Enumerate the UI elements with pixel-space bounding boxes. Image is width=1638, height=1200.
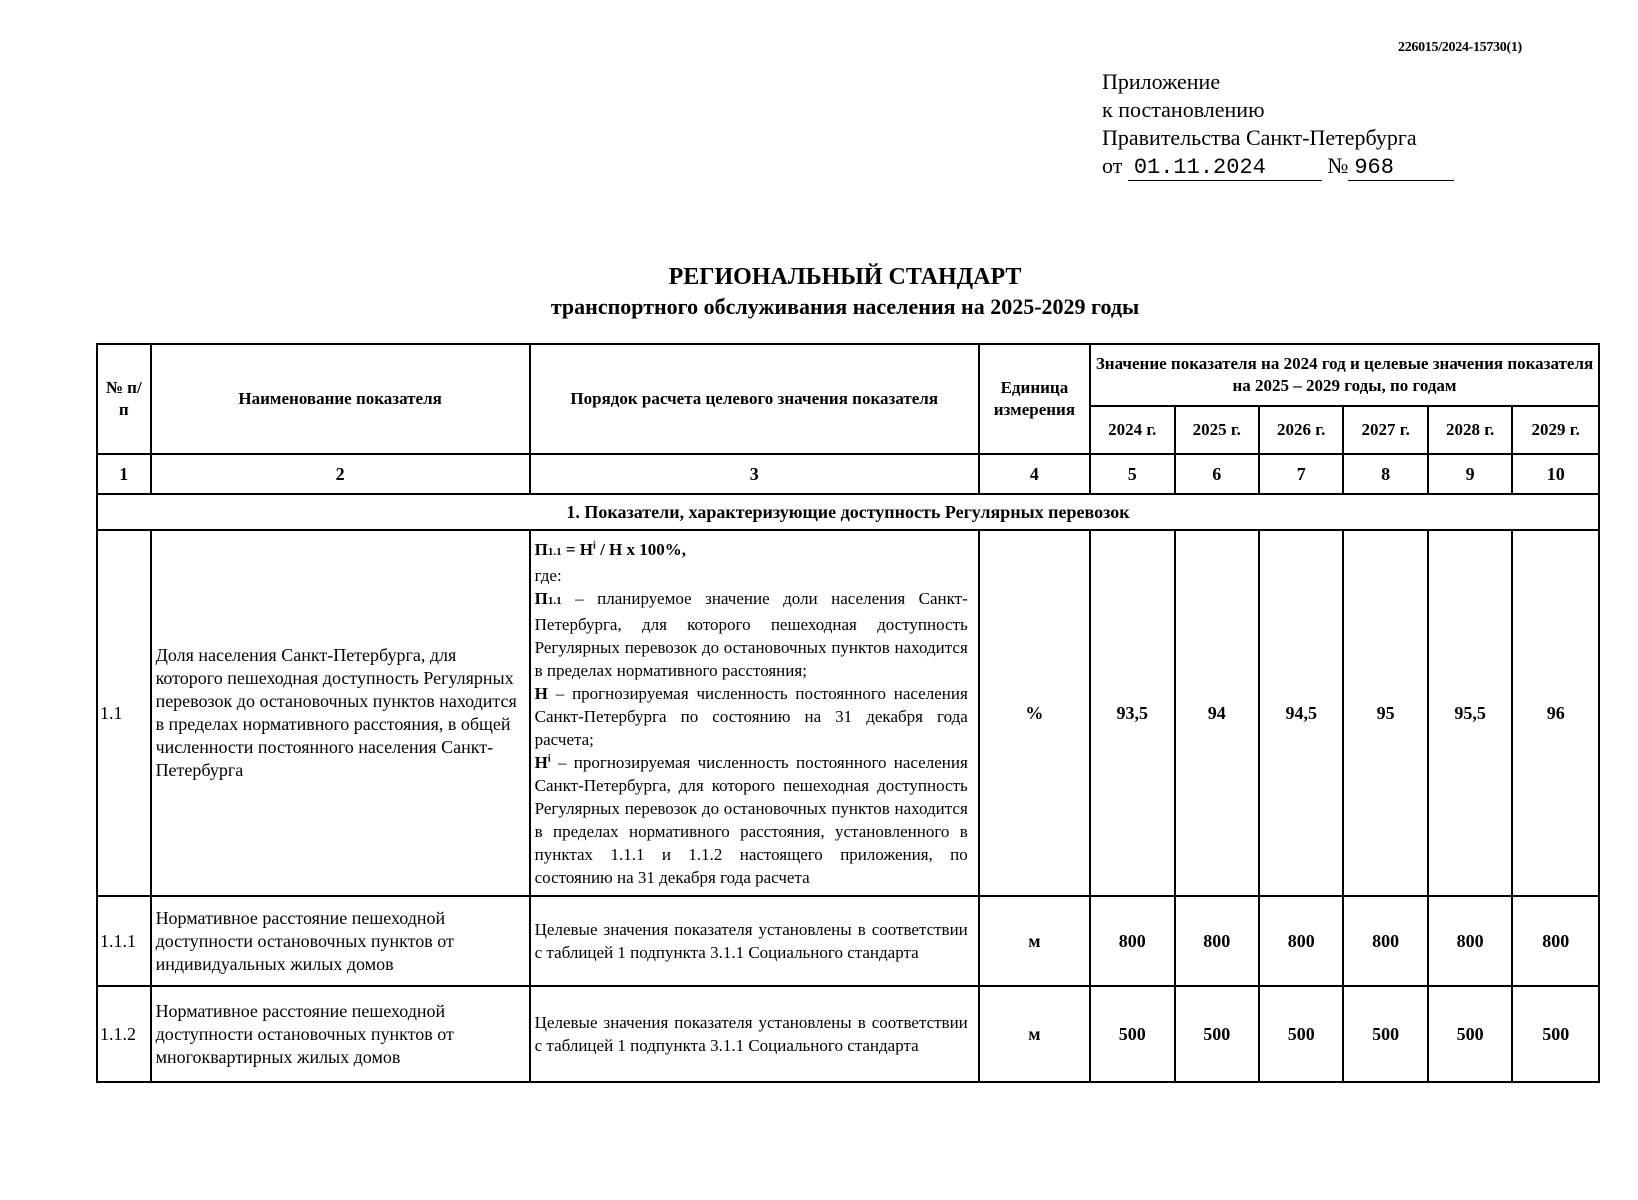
value-cell: 500 <box>1428 986 1512 1082</box>
document-registration-number: 226015/2024-15730(1) <box>1398 40 1522 55</box>
column-number: 1 <box>97 454 151 494</box>
value-cell: 95 <box>1343 530 1427 896</box>
header-method: Порядок расчета целевого значения показателя <box>530 344 979 454</box>
value-cell: 96 <box>1512 530 1599 896</box>
value-cell: 500 <box>1090 986 1174 1082</box>
annex-header <box>1102 68 1454 181</box>
definition-1: – планируемое значение доли населения Санкт-Петербурга, для которого пешеходная доступность Регулярных перевозок до остановочных пунктов находится в пределах нормативного расстояния; <box>534 588 968 680</box>
column-number: 9 <box>1428 454 1512 494</box>
header-values-group: Значение показателя на 2024 год и целевые значения показателя на 2025 – 2029 годы, по годам <box>1090 344 1599 406</box>
formula-where: где: <box>534 565 562 585</box>
header-no: № п/п <box>97 344 151 454</box>
row-id: 1.1 <box>97 530 151 896</box>
standard-table <box>96 343 1600 1083</box>
column-number: 4 <box>979 454 1090 494</box>
definition-3: – прогнозируемая численность постоянного населения Санкт-Петербурга, для которого пешеходная доступность Регулярных перевозок до остановочных пунктов находится в пределах нормативного расстояния, установленного в пунктах 1.1.1 и 1.1.2 настоящего приложения, по состоянию на 31 декабря года расчета <box>534 752 968 887</box>
value-cell: 500 <box>1175 986 1259 1082</box>
header-unit: Единица измерения <box>979 344 1090 454</box>
column-number: 8 <box>1343 454 1427 494</box>
annex-number: 968 <box>1348 156 1454 181</box>
annex-line-1: Приложение <box>1102 69 1221 94</box>
annex-line-3: Правительства Санкт-Петербурга <box>1102 125 1417 150</box>
table-header-row <box>97 344 1599 406</box>
column-number: 7 <box>1259 454 1343 494</box>
formula-body: = $Н^i$ / Н х 100%, <box>561 539 687 559</box>
section-title: 1. Показатели, характеризующие доступность Регулярных перевозок <box>97 494 1599 530</box>
header-year: 2029 г. <box>1512 406 1599 454</box>
header-year: 2024 г. <box>1090 406 1174 454</box>
formula-subscript: 1.1 <box>547 545 562 558</box>
unit-cell: % <box>979 530 1090 896</box>
annex-from-label: от <box>1102 153 1123 178</box>
indicator-name: Нормативное расстояние пешеходной доступности остановочных пунктов от многоквартирных жилых домов <box>151 986 530 1082</box>
header-year: 2027 г. <box>1343 406 1427 454</box>
header-year: 2025 г. <box>1175 406 1259 454</box>
indicator-name: Доля населения Санкт-Петербурга, для которого пешеходная доступность Регулярных перевозок до остановочных пунктов находится в пределах нормативного расстояния, в общей численности постоянного населения Санкт-Петербурга <box>151 530 530 896</box>
calculation-method: Целевые значения показателя установлены в соответствии с таблицей 1 подпункта 3.1.1 Социального стандарта <box>530 896 979 986</box>
row-id: 1.1.1 <box>97 896 151 986</box>
annex-number-label: № <box>1327 153 1349 178</box>
row-id: 1.1.2 <box>97 986 151 1082</box>
table-row <box>97 530 1599 896</box>
value-cell: 800 <box>1343 896 1427 986</box>
value-cell: 94 <box>1175 530 1259 896</box>
value-cell: 800 <box>1175 896 1259 986</box>
column-number: 3 <box>530 454 979 494</box>
column-number: 5 <box>1090 454 1174 494</box>
value-cell: 800 <box>1428 896 1512 986</box>
value-cell: 500 <box>1512 986 1599 1082</box>
calculation-method: Целевые значения показателя установлены в соответствии с таблицей 1 подпункта 3.1.1 Социального стандарта <box>530 986 979 1082</box>
value-cell: 800 <box>1512 896 1599 986</box>
header-year: 2028 г. <box>1428 406 1512 454</box>
header-year: 2026 г. <box>1259 406 1343 454</box>
unit-cell: м <box>979 986 1090 1082</box>
section-row <box>97 494 1599 530</box>
column-number: 2 <box>151 454 530 494</box>
value-cell: 500 <box>1259 986 1343 1082</box>
definition-2: – прогнозируемая численность постоянного населения Санкт-Петербурга по состоянию на 31 декабря года расчета; <box>534 683 968 749</box>
document-title: РЕГИОНАЛЬНЫЙ СТАНДАРТ <box>668 264 1022 290</box>
table-row <box>97 986 1599 1082</box>
value-cell: 93,5 <box>1090 530 1174 896</box>
document-subtitle: транспортного обслуживания населения на 2025-2029 годы <box>550 294 1140 319</box>
value-cell: 94,5 <box>1259 530 1343 896</box>
value-cell: 800 <box>1259 896 1343 986</box>
table-row <box>97 896 1599 986</box>
value-cell: 800 <box>1090 896 1174 986</box>
indicator-name: Нормативное расстояние пешеходной доступности остановочных пунктов от индивидуальных жилых домов <box>151 896 530 986</box>
formula-symbol: П <box>534 539 548 559</box>
column-number: 6 <box>1175 454 1259 494</box>
header-name: Наименование показателя <box>151 344 530 454</box>
value-cell: 500 <box>1343 986 1427 1082</box>
unit-cell: м <box>979 896 1090 986</box>
annex-line-2: к постановлению <box>1102 97 1265 122</box>
value-cell: 95,5 <box>1428 530 1512 896</box>
column-number: 10 <box>1512 454 1599 494</box>
calculation-method: $П1.1 = Н^i / Н$ х 100%, где: П1.1 – планируемое значение доли населения Санкт-Петербурга, для которого пешеходная доступность Регулярных перевозок до остановочных пунктов находится в пределах нормативного расстояния; Н – прогнозируемая численность постоянного населения Санкт-Петербурга по состоянию на 31 декабря года расчета; $Н^i$ – прогнозируемая численность постоянного населения Санкт-Петербурга, для которого пешеходная доступность Регулярных перевозок до остановочных пунктов находится в пределах нормативного расстояния, установленного в пунктах 1.1.1 и 1.1.2 настоящего приложения, по состоянию на 31 декабря года расчета <box>530 530 979 896</box>
column-numbers-row <box>97 454 1599 494</box>
annex-date: 01.11.2024 <box>1128 156 1322 181</box>
annex-date-line <box>1102 152 1454 181</box>
